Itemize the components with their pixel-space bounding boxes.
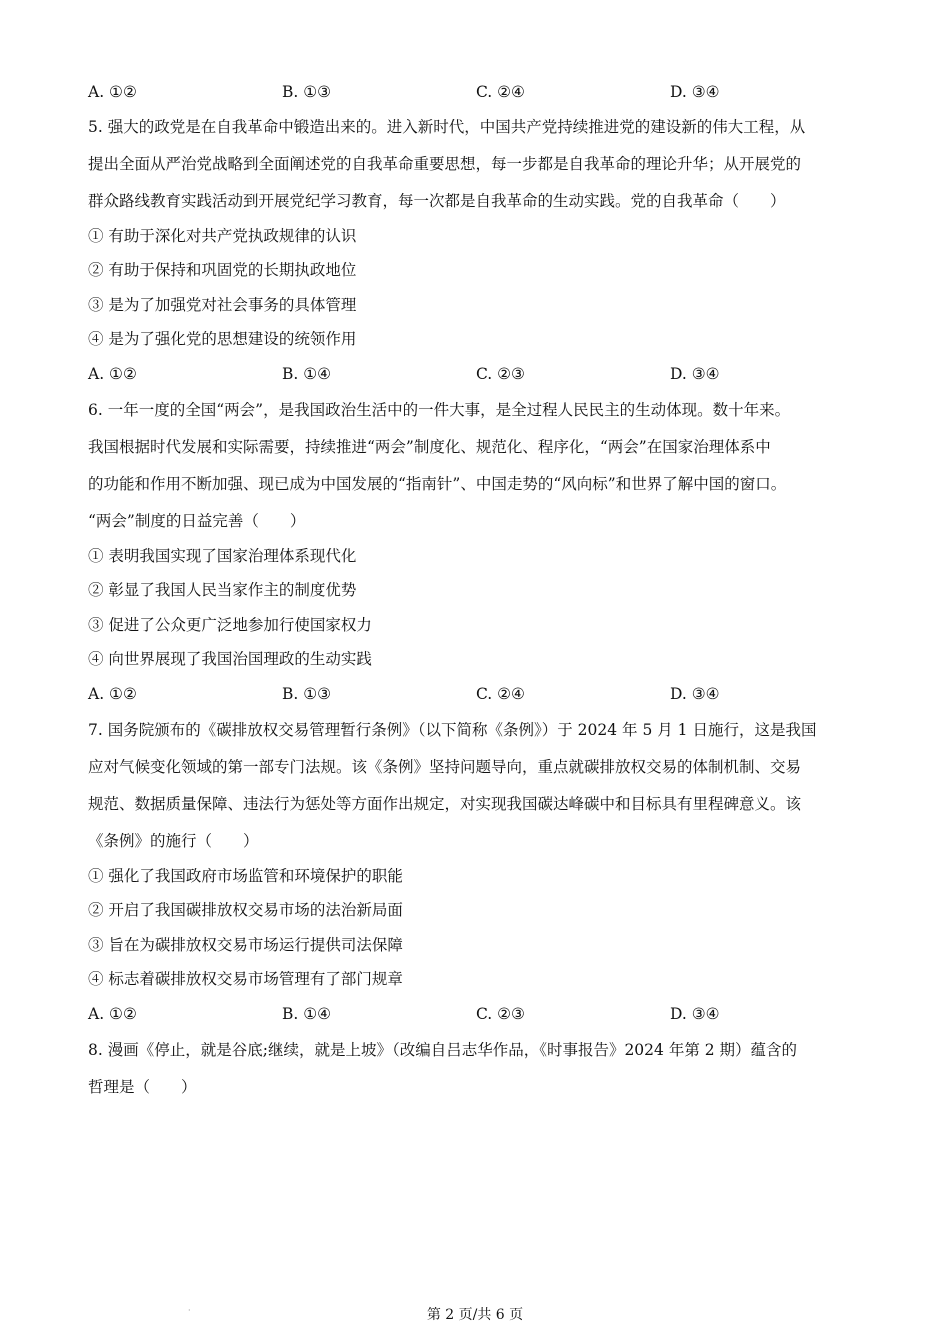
q7-stem-line-2: 应对气候变化领域的第一部专门法规。该《条例》坚持问题导向，重点就碳排放权交易的体制机制、交易 (88, 758, 802, 776)
q7-statement-1: ① 强化了我国政府市场监管和环境保护的职能 (88, 867, 403, 885)
q4-option-a: A. ①② (88, 83, 137, 101)
q7-option-c: C. ②③ (476, 1005, 525, 1023)
q6-statement-1: ① 表明我国实现了国家治理体系现代化 (88, 547, 357, 565)
q6-option-d: D. ③④ (670, 685, 720, 703)
q7-option-d: D. ③④ (670, 1005, 720, 1023)
q4-option-c: C. ②④ (476, 83, 525, 101)
q5-stem-line-1: 5. 强大的政党是在自我革命中锻造出来的。进入新时代，中国共产党持续推进党的建设新的伟大工程，从 (88, 118, 806, 136)
q8-stem-line-1: 8. 漫画《停止，就是谷底;继续，就是上坡》（改编自吕志华作品，《时事报告》2024 年第 2 期）蕴含的 (88, 1041, 798, 1059)
page-number: 第 2 页/共 6 页 (426, 1307, 524, 1323)
q7-stem-line-4: 《条例》的施行（ ） (88, 832, 259, 850)
q6-stem-line-2: 我国根据时代发展和实际需要，持续推进“两会”制度化、规范化、程序化，“两会”在国家治理体系中 (88, 438, 771, 456)
q6-options (88, 684, 878, 704)
decorative-dot: · (188, 1306, 191, 1315)
q8-stem-line-2: 哲理是（ ） (88, 1078, 197, 1096)
q4-option-b: B. ①③ (282, 83, 332, 101)
q5-option-b: B. ①④ (282, 365, 332, 383)
q7-statement-4: ④ 标志着碳排放权交易市场管理有了部门规章 (88, 970, 403, 988)
q7-statement-3: ③ 旨在为碳排放权交易市场运行提供司法保障 (88, 936, 403, 954)
q7-option-b: B. ①④ (282, 1005, 332, 1023)
q5-option-a: A. ①② (88, 365, 137, 383)
q6-option-b: B. ①③ (282, 685, 332, 703)
q5-statement-2: ② 有助于保持和巩固党的长期执政地位 (88, 261, 357, 279)
q5-statement-3: ③ 是为了加强党对社会事务的具体管理 (88, 296, 357, 314)
q6-option-a: A. ①② (88, 685, 137, 703)
q6-option-c: C. ②④ (476, 685, 525, 703)
q7-option-a: A. ①② (88, 1005, 137, 1023)
q5-option-c: C. ②③ (476, 365, 525, 383)
q5-stem-line-2: 提出全面从严治党战略到全面阐述党的自我革命重要思想，每一步都是自我革命的理论升华；从开展党的 (88, 155, 802, 173)
q7-statement-2: ② 开启了我国碳排放权交易市场的法治新局面 (88, 901, 403, 919)
q7-stem-line-3: 规范、数据质量保障、违法行为惩处等方面作出规定，对实现我国碳达峰碳中和目标具有里程碑意义。该 (88, 795, 802, 813)
q6-stem-line-4: “两会”制度的日益完善（ ） (88, 512, 306, 530)
q7-stem-line-1: 7. 国务院颁布的《碳排放权交易管理暂行条例》（以下简称《条例》）于 2024 年 5 月 1 日施行，这是我国 (88, 721, 817, 739)
q7-options (88, 1004, 878, 1024)
q6-statement-3: ③ 促进了公众更广泛地参加行使国家权力 (88, 616, 372, 634)
q5-option-d: D. ③④ (670, 365, 720, 383)
q6-statement-4: ④ 向世界展现了我国治国理政的生动实践 (88, 650, 372, 668)
q5-statement-4: ④ 是为了强化党的思想建设的统领作用 (88, 330, 357, 348)
q5-options (88, 364, 878, 384)
q4-option-d: D. ③④ (670, 83, 720, 101)
q5-stem-line-3: 群众路线教育实践活动到开展党纪学习教育，每一次都是自我革命的生动实践。党的自我革命（ ） (88, 192, 786, 210)
q6-stem-line-3: 的功能和作用不断加强、现已成为中国发展的“指南针”、中国走势的“风向标”和世界了解中国的窗口。 (88, 475, 787, 493)
q5-statement-1: ① 有助于深化对共产党执政规律的认识 (88, 227, 357, 245)
q6-statement-2: ② 彰显了我国人民当家作主的制度优势 (88, 581, 357, 599)
q6-stem-line-1: 6. 一年一度的全国“两会”，是我国政治生活中的一件大事，是全过程人民民主的生动体现。数十年来。 (88, 401, 791, 419)
q4-options (88, 82, 878, 102)
